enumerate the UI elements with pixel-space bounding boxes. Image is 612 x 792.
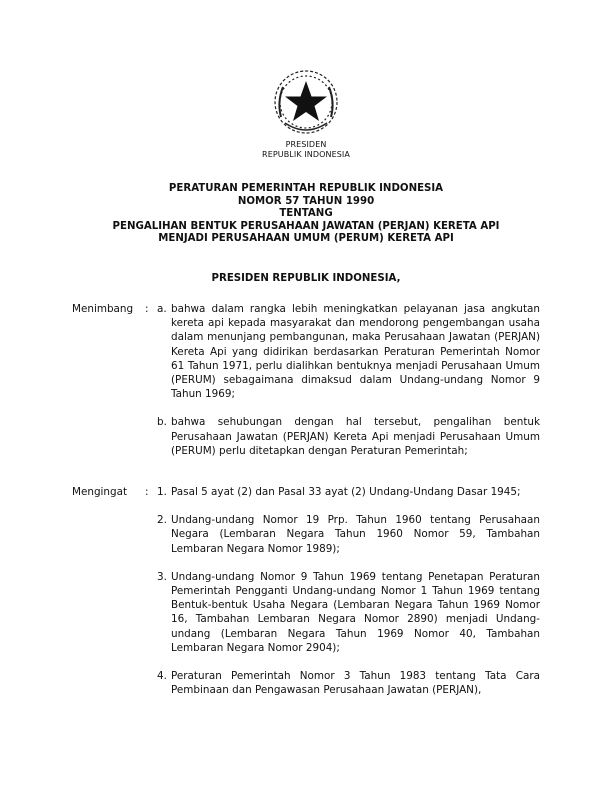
item-text: bahwa sehubungan dengan hal tersebut, pengalihan bentuk Perusahaan Jawatan (PERJAN) Kereta Api menjadi Perusahaan Umum (PERUM) perlu ditetapkan dengan Peraturan Pemerintah;	[171, 416, 540, 457]
menimbang-colon: :	[145, 303, 149, 315]
mengingat-section	[72, 485, 540, 697]
regulation-title	[0, 183, 612, 246]
item-text: Peraturan Pemerintah Nomor 3 Tahun 1983 tentang Tata Cara Pembinaan dan Pengawasan Perusahaan Jawatan (PERJAN),	[171, 670, 540, 697]
title-line-1: PERATURAN PEMERINTAH REPUBLIK INDONESIA	[168, 183, 444, 194]
menimbang-section	[72, 302, 540, 458]
item-marker: 2.	[157, 514, 167, 527]
list-item	[72, 485, 540, 499]
menimbang-label: Menimbang	[72, 303, 134, 315]
garuda-star-wreath-icon	[271, 67, 341, 137]
item-text: bahwa dalam rangka lebih meningkatkan pelayanan jasa angkutan kereta api kepada masyarakat dan mendorong pengembangan usaha dalam menunjang pembangunan, maka Perusahaan Jawatan (PERJAN) Kereta Api yang didirikan berdasarkan Peraturan Pemerintah Nomor 61 Tahun 1971, perlu dialihkan bentuknya menjadi Perusahaan Umum (PERUM) sebagaimana dimaksud dalam Undang-undang Nomor 9 Tahun 1969;	[171, 303, 540, 401]
list-item	[72, 669, 540, 697]
list-item	[72, 570, 540, 655]
list-item	[72, 415, 540, 458]
title-line-3: TENTANG	[279, 208, 333, 219]
caption-presiden: PRESIDEN	[285, 140, 327, 149]
title-line-4: PENGALIHAN BENTUK PERUSAHAAN JAWATAN (PERJAN) KERETA API	[112, 220, 500, 232]
list-item	[72, 302, 540, 401]
item-marker: 3.	[157, 570, 167, 583]
list-item	[72, 513, 540, 556]
item-marker: 4.	[157, 670, 167, 683]
item-text: Pasal 5 ayat (2) dan Pasal 33 ayat (2) Undang-Undang Dasar 1945;	[171, 486, 521, 498]
mengingat-label: Mengingat	[72, 486, 128, 498]
title-line-5: MENJADI PERUSAHAAN UMUM (PERUM) KERETA API	[158, 233, 454, 244]
item-marker: b.	[157, 416, 167, 429]
mengingat-colon: :	[145, 486, 149, 498]
item-marker: a.	[157, 303, 167, 315]
item-marker: 1.	[157, 486, 167, 498]
president-heading: PRESIDEN REPUBLIK INDONESIA,	[211, 273, 401, 284]
caption-republik: REPUBLIK INDONESIA	[262, 150, 350, 159]
title-line-2: NOMOR 57 TAHUN 1990	[237, 195, 375, 207]
item-text: Undang-undang Nomor 19 Prp. Tahun 1960 tentang Perusahaan Negara (Lembaran Negara Tahun 1960 Nomor 59, Tambahan Lembaran Negara Nomor 1989);	[171, 514, 540, 555]
emblem-caption	[0, 140, 612, 160]
item-text: Undang-undang Nomor 9 Tahun 1969 tentang Penetapan Peraturan Pemerintah Pengganti Undang-undang Nomor 1 Tahun 1969 tentang Bentuk-bentuk Usaha Negara (Lembaran Negara Tahun 1969 Nomor 16, Tambahan Lembaran Negara Nomor 2890) menjadi Undang-undang (Lembaran Negara Tahun 1969 Nomor 40, Tambahan Lembaran Negara Nomor 2904);	[171, 570, 540, 654]
